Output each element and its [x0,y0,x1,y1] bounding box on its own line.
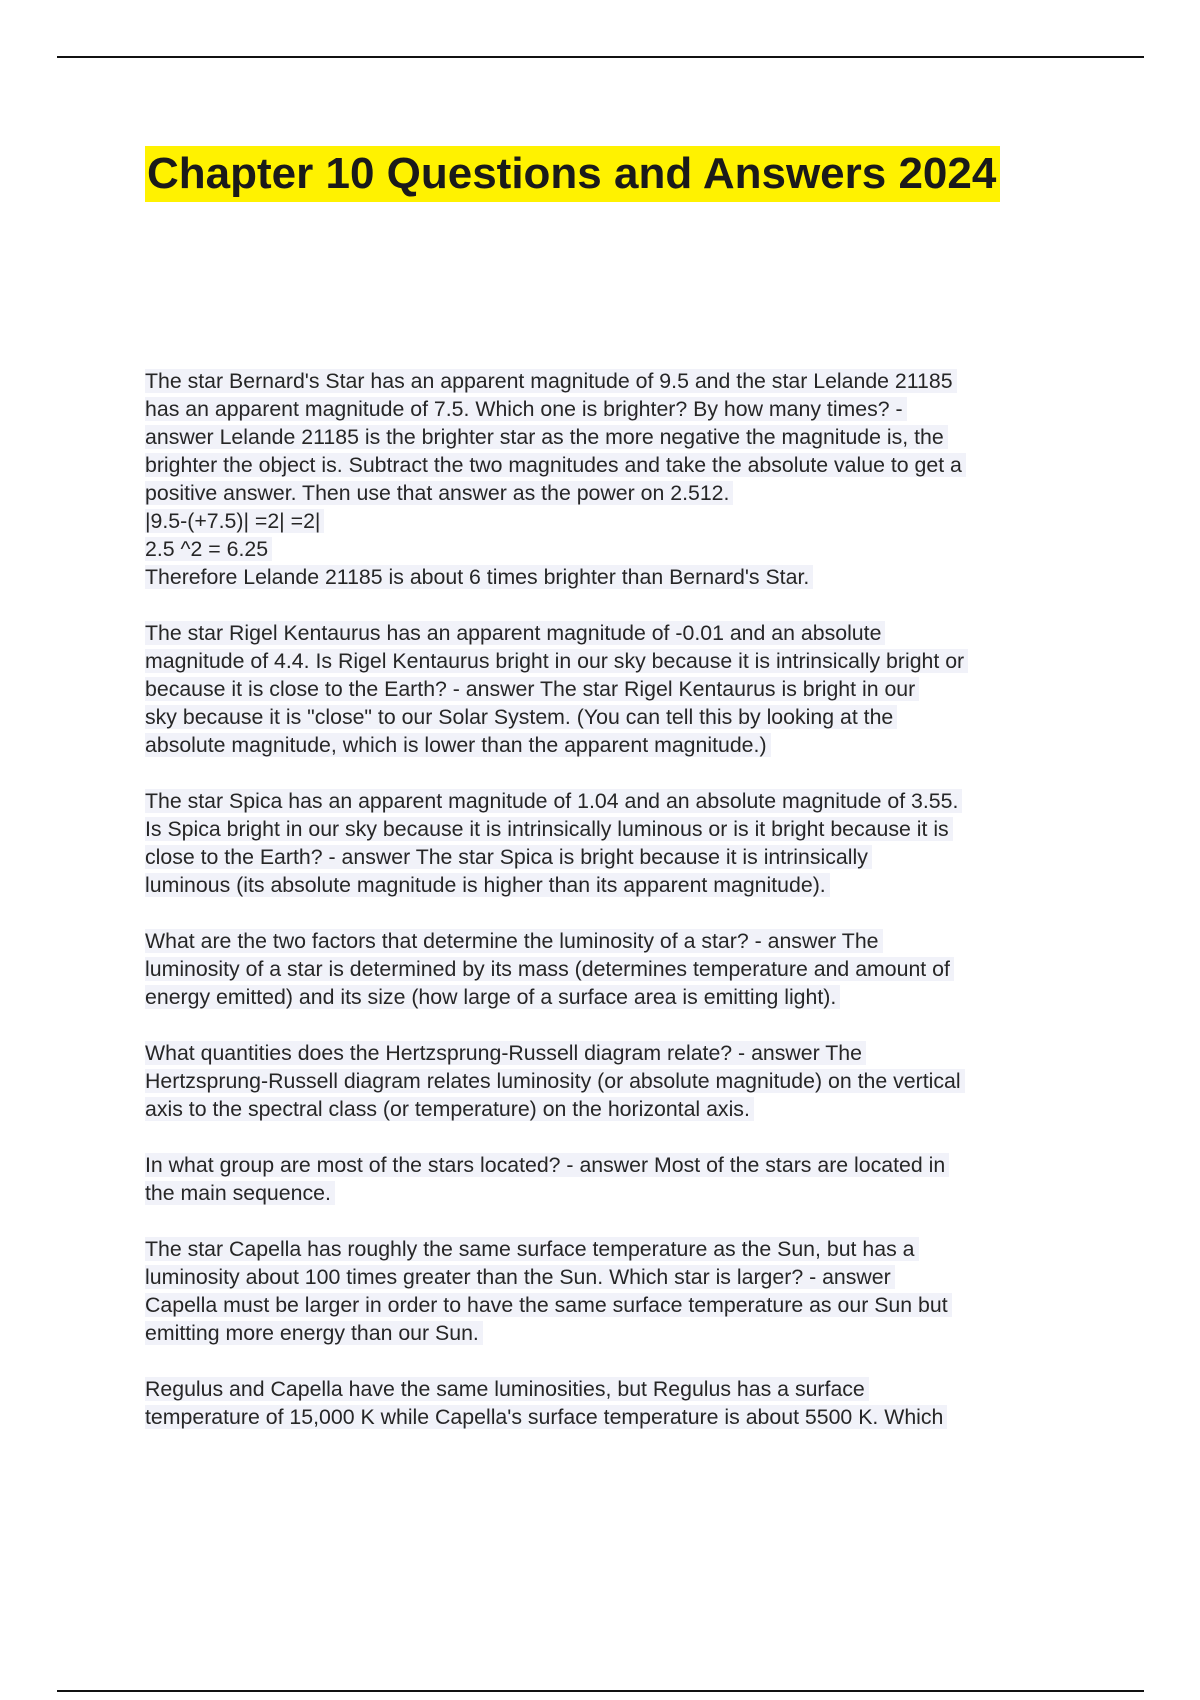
qa-line [145,1291,1090,1319]
qa-line [145,1179,1090,1207]
qa-item [145,1151,1090,1207]
qa-line-text: brighter the object is. Subtract the two magnitudes and take the absolute value to get a [145,453,966,477]
qa-line [145,955,1090,983]
qa-line-text: positive answer. Then use that answer as the power on 2.512. [145,481,733,505]
qa-line-text: What quantities does the Hertzsprung-Russell diagram relate? - answer The [145,1041,866,1065]
qa-line-text: answer Lelande 21185 is the brighter star as the more negative the magnitude is, the [145,425,948,449]
qa-line-text: Hertzsprung-Russell diagram relates luminosity (or absolute magnitude) on the vertical [145,1069,965,1093]
qa-line [145,1039,1090,1067]
qa-line-text: has an apparent magnitude of 7.5. Which one is brighter? By how many times? - [145,397,907,421]
qa-line-text: The star Capella has roughly the same surface temperature as the Sun, but has a [145,1237,919,1261]
page-title: Chapter 10 Questions and Answers 2024 [145,146,1000,202]
qa-line [145,815,1090,843]
qa-line [145,423,1090,451]
qa-line [145,1263,1090,1291]
qa-line [145,367,1090,395]
qa-line [145,1095,1090,1123]
qa-line [145,675,1090,703]
qa-line [145,731,1090,759]
qa-list [145,367,1090,1459]
qa-item [145,1375,1090,1431]
qa-line [145,479,1090,507]
qa-line [145,1319,1090,1347]
header-rule [57,56,1144,58]
qa-line-text: The star Spica has an apparent magnitude of 1.04 and an absolute magnitude of 3.55. [145,789,962,813]
qa-line [145,1151,1090,1179]
qa-line-text: the main sequence. [145,1181,335,1205]
qa-line [145,927,1090,955]
title-block [145,146,1000,202]
qa-line-text: The star Bernard's Star has an apparent magnitude of 9.5 and the star Lelande 21185 [145,369,957,393]
qa-line [145,1403,1090,1431]
qa-line-text: Is Spica bright in our sky because it is intrinsically luminous or is it bright because it is [145,817,953,841]
qa-line [145,619,1090,647]
qa-item [145,787,1090,899]
qa-line-text: luminosity about 100 times greater than the Sun. Which star is larger? - answer [145,1265,895,1289]
qa-line-text: absolute magnitude, which is lower than the apparent magnitude.) [145,733,771,757]
qa-line-text: The star Rigel Kentaurus has an apparent magnitude of -0.01 and an absolute [145,621,885,645]
qa-line-text: |9.5-(+7.5)| =2| =2| [145,509,324,533]
qa-line [145,451,1090,479]
qa-line [145,983,1090,1011]
qa-line-text: Therefore Lelande 21185 is about 6 times brighter than Bernard's Star. [145,565,813,589]
qa-line-text: because it is close to the Earth? - answer The star Rigel Kentaurus is bright in our [145,677,919,701]
qa-item [145,927,1090,1011]
qa-line-text: Regulus and Capella have the same luminosities, but Regulus has a surface [145,1377,869,1401]
qa-line [145,787,1090,815]
qa-line-text: Capella must be larger in order to have the same surface temperature as our Sun but [145,1293,952,1317]
qa-line-text: axis to the spectral class (or temperature) on the horizontal axis. [145,1097,754,1121]
qa-line-text: close to the Earth? - answer The star Spica is bright because it is intrinsically [145,845,872,869]
qa-line-text: 2.5 ^2 = 6.25 [145,537,272,561]
qa-line-text: What are the two factors that determine the luminosity of a star? - answer The [145,929,883,953]
qa-line [145,871,1090,899]
qa-line-text: luminous (its absolute magnitude is higher than its apparent magnitude). [145,873,830,897]
qa-item [145,1039,1090,1123]
qa-line [145,563,1090,591]
qa-line-text: magnitude of 4.4. Is Rigel Kentaurus bright in our sky because it is intrinsically bright or [145,649,968,673]
qa-line [145,507,1090,535]
qa-item [145,619,1090,759]
qa-item [145,1235,1090,1347]
qa-line [145,647,1090,675]
qa-line [145,843,1090,871]
qa-line-text: In what group are most of the stars located? - answer Most of the stars are located in [145,1153,949,1177]
qa-line [145,1375,1090,1403]
qa-line-text: emitting more energy than our Sun. [145,1321,483,1345]
qa-line-text: energy emitted) and its size (how large of a surface area is emitting light). [145,985,840,1009]
footer-rule [57,1690,1144,1692]
qa-line [145,535,1090,563]
qa-line [145,703,1090,731]
qa-item [145,367,1090,591]
qa-line [145,395,1090,423]
qa-line [145,1235,1090,1263]
qa-line-text: temperature of 15,000 K while Capella's surface temperature is about 5500 K. Which [145,1405,947,1429]
qa-line [145,1067,1090,1095]
qa-line-text: sky because it is "close" to our Solar System. (You can tell this by looking at the [145,705,897,729]
qa-line-text: luminosity of a star is determined by its mass (determines temperature and amount of [145,957,954,981]
